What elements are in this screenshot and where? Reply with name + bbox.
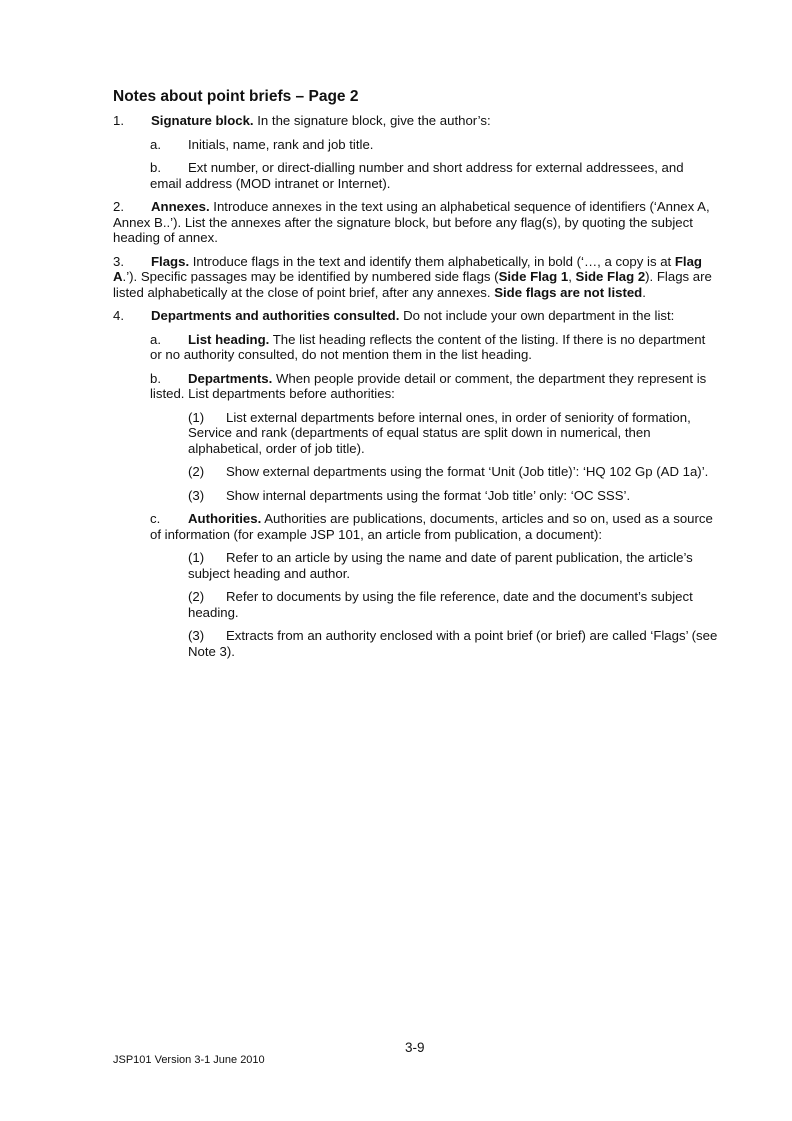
note-number: 3. (113, 253, 124, 269)
page-number: 3-9 (405, 1040, 425, 1055)
note-1-b (150, 160, 718, 191)
note-2 (113, 199, 718, 246)
page-title: Notes about point briefs – Page 2 (113, 88, 359, 105)
item-text: When people provide detail or comment, the department they represent is listed. List departments before authorities: (150, 370, 707, 401)
note-text: Introduce flags in the text and identify them alphabetically, in bold (‘…, a copy is at (189, 253, 675, 269)
note-4-c-3 (188, 628, 718, 659)
note-4 (113, 308, 718, 324)
document-body (113, 88, 718, 667)
note-heading: Signature block. (151, 113, 254, 128)
note-4-b-3 (188, 488, 718, 504)
note-heading: Departments and authorities consulted. (151, 308, 400, 323)
note-number: 2. (113, 199, 124, 214)
note-text: . (642, 284, 646, 300)
note-3 (113, 254, 718, 301)
item-text: The list heading reflects the content of the listing. If there is no department or no authority consulted, do not mention them in the list heading. (150, 331, 706, 362)
bold-term: Side flags are not listed (494, 284, 643, 300)
note-4-c-1 (188, 550, 718, 581)
note-heading: Flags. (151, 253, 190, 269)
item-heading: Departments. (188, 370, 273, 386)
note-1 (113, 113, 718, 129)
note-number: 4. (113, 308, 124, 323)
item-label: (3) (188, 628, 205, 643)
note-text: .’). Specific passages may be identified by numbered side flags ( (122, 269, 499, 284)
item-text: Show internal departments using the format ‘Job title’ only: ‘OC SSS’. (226, 487, 631, 503)
item-label: (1) (188, 409, 205, 425)
item-label: a. (150, 331, 161, 347)
note-text: Do not include your own department in the list: (399, 308, 675, 323)
bold-term: Flag A (113, 253, 702, 284)
note-4-c-2 (188, 589, 718, 620)
item-text: Refer to an article by using the name and date of parent publication, the article’s subject heading and author. (188, 550, 693, 581)
note-4-b (150, 371, 718, 402)
note-1-a (150, 137, 718, 153)
item-text: List external departments before internal ones, in order of seniority of formation, Service and rank (departments of equal status are split down in numerical, then alphabetical, order of job title). (188, 409, 691, 456)
item-text: Initials, name, rank and job title. (188, 136, 374, 152)
item-label: a. (150, 136, 161, 152)
bold-term: Side Flag 1 (498, 269, 569, 284)
item-label: b. (150, 160, 161, 175)
note-4-a (150, 332, 718, 363)
note-text: Introduce annexes in the text using an alphabetical sequence of identifiers (‘Annex A, Annex B..’). List the annexes after the signature block, but before any flag(s), by quoting the subject heading of annex. (113, 199, 710, 245)
note-4-b-2 (188, 464, 718, 480)
note-text: In the signature block, give the author’s: (253, 113, 491, 128)
item-label: (3) (188, 487, 205, 503)
note-text: , (568, 269, 576, 284)
item-text: Refer to documents by using the file reference, date and the document’s subject heading. (188, 589, 693, 620)
item-label: (2) (188, 589, 205, 604)
note-4-b-1 (188, 410, 718, 457)
note-number: 1. (113, 113, 124, 128)
item-label: (1) (188, 550, 205, 565)
note-text: ). Flags are listed alphabetically at the close of point brief, after any annexes. (113, 269, 712, 300)
document-footer: JSP101 Version 3-1 June 2010 (113, 1054, 265, 1066)
item-label: (2) (188, 464, 205, 479)
note-heading: Annexes. (151, 199, 210, 214)
item-text: Authorities are publications, documents, articles and so on, used as a source of information (for example JSP 101, an article from publication, a document): (150, 511, 713, 542)
bold-term: Side Flag 2 (575, 269, 646, 284)
note-4-c (150, 511, 718, 542)
item-heading: Authorities. (188, 511, 262, 526)
item-text: Ext number, or direct-dialling number and short address for external addressees, and email address (MOD intranet or Internet). (150, 160, 684, 191)
item-label: c. (150, 511, 161, 526)
item-heading: List heading. (188, 331, 270, 347)
item-text: Show external departments using the format ‘Unit (Job title)’: ‘HQ 102 Gp (AD 1a)’. (226, 464, 709, 479)
item-label: b. (150, 370, 161, 386)
item-text: Extracts from an authority enclosed with a point brief (or brief) are called ‘Flags’ (see Note 3). (188, 628, 718, 659)
